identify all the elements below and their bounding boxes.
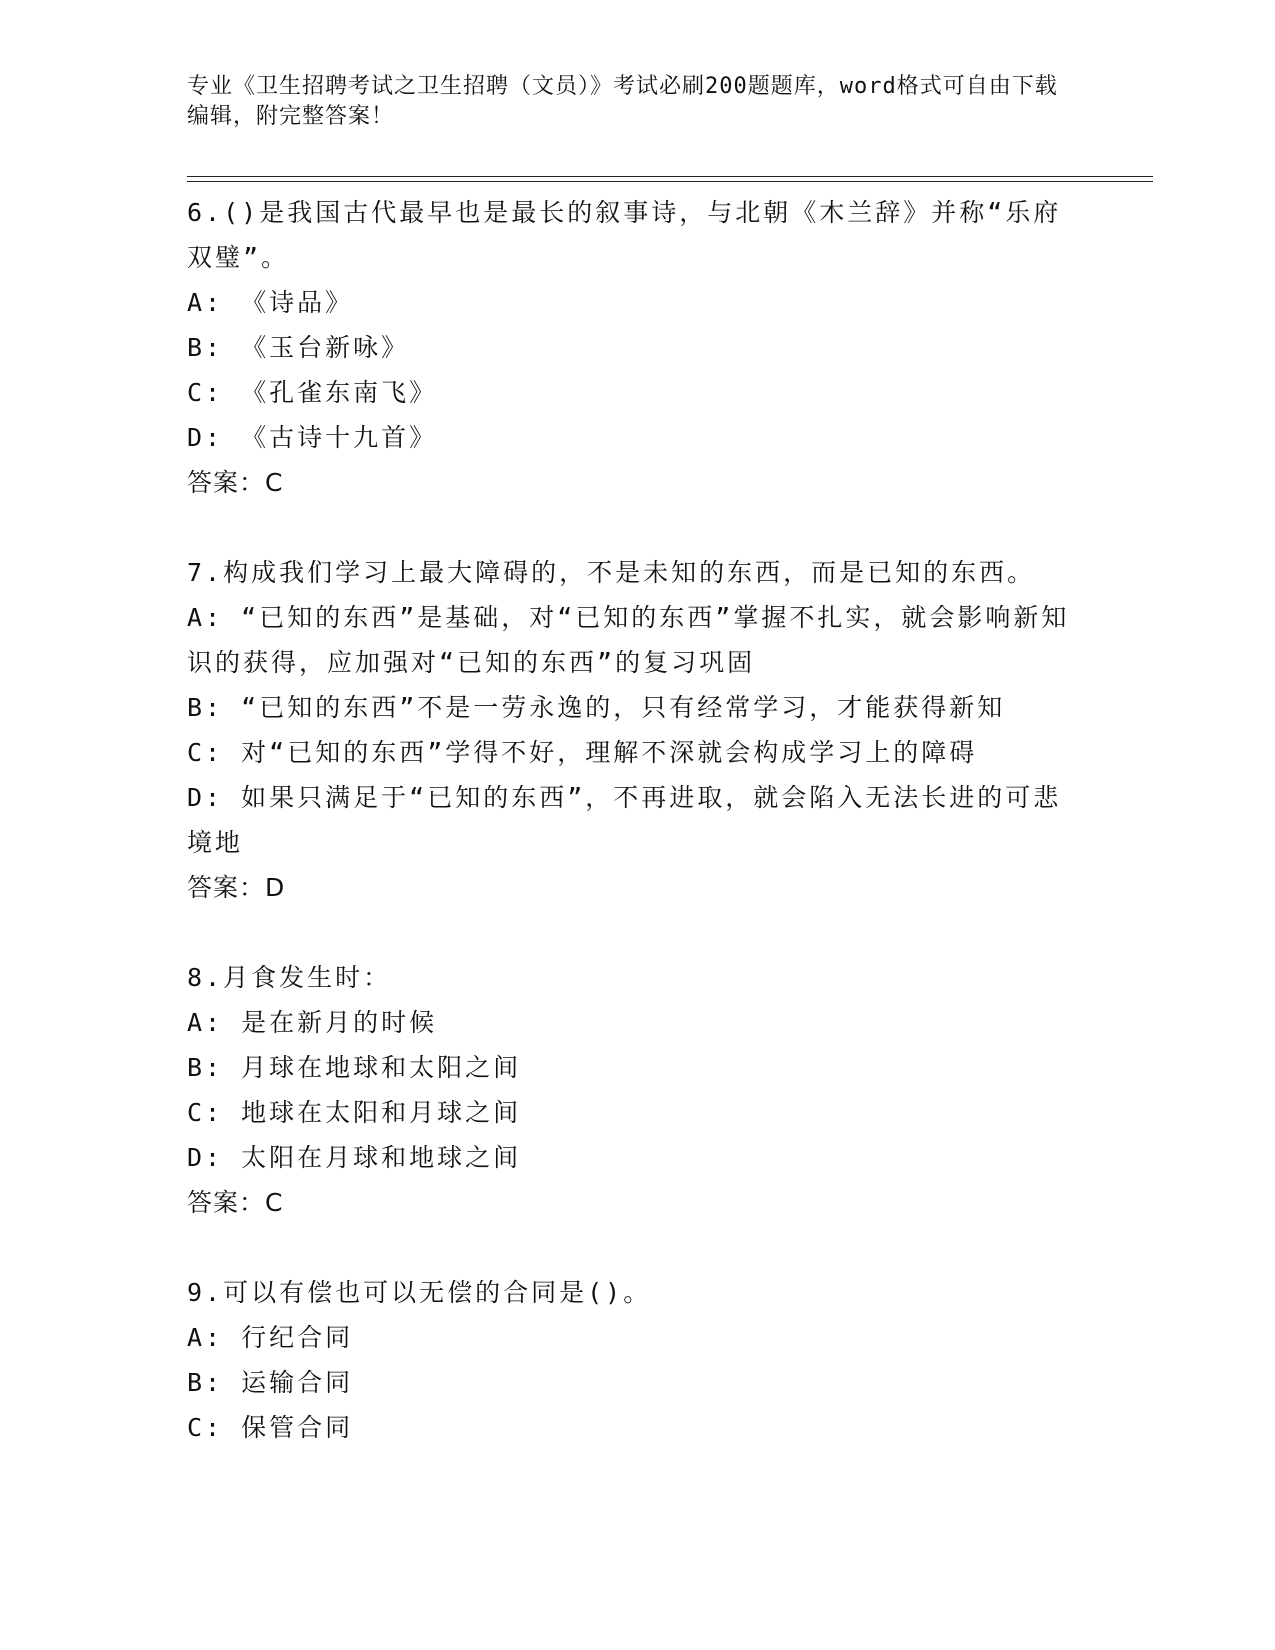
question-stem: 8.月食发生时： [187, 963, 392, 992]
header-divider-top [187, 176, 1153, 177]
question-8 [187, 955, 1077, 1225]
option-a: A: 是在新月的时候 [187, 1008, 438, 1037]
option-c: C: 保管合同 [187, 1413, 354, 1442]
answer-line: 答案：C [187, 1188, 284, 1217]
option-d: D: 《古诗十九首》 [187, 423, 438, 452]
option-c: C: 地球在太阳和月球之间 [187, 1098, 522, 1127]
option-b: B: “已知的东西”不是一劳永逸的，只有经常学习，才能获得新知 [187, 693, 1006, 722]
option-a: A: 《诗品》 [187, 288, 354, 317]
question-list [187, 190, 1077, 1450]
header-divider-bottom [187, 181, 1153, 182]
document-header: 专业《卫生招聘考试之卫生招聘（文员）》考试必刷200题题库，word格式可自由下载编辑，附完整答案！ [187, 74, 1058, 129]
option-d: D: 如果只满足于“已知的东西”，不再进取，就会陷入无法长进的可悲境地 [187, 783, 1062, 857]
option-b: B: 月球在地球和太阳之间 [187, 1053, 522, 1082]
answer-line: 答案：D [187, 873, 286, 902]
option-a: A: 行纪合同 [187, 1323, 354, 1352]
option-c: C: 《孔雀东南飞》 [187, 378, 438, 407]
option-b: B: 运输合同 [187, 1368, 354, 1397]
question-9 [187, 1270, 1077, 1450]
option-b: B: 《玉台新咏》 [187, 333, 410, 362]
question-stem: 9.可以有偿也可以无偿的合同是()。 [187, 1278, 652, 1307]
question-stem: 7.构成我们学习上最大障碍的，不是未知的东西，而是已知的东西。 [187, 558, 1036, 587]
option-d: D: 太阳在月球和地球之间 [187, 1143, 522, 1172]
question-6 [187, 190, 1077, 505]
answer-line: 答案：C [187, 468, 284, 497]
question-stem: 6.()是我国古代最早也是最长的叙事诗，与北朝《木兰辞》并称“乐府双璧”。 [187, 198, 1062, 272]
question-7 [187, 550, 1077, 910]
option-c: C: 对“已知的东西”学得不好，理解不深就会构成学习上的障碍 [187, 738, 978, 767]
option-a: A: “已知的东西”是基础，对“已知的东西”掌握不扎实，就会影响新知识的获得，应加强对“已知的东西”的复习巩固 [187, 603, 1070, 677]
